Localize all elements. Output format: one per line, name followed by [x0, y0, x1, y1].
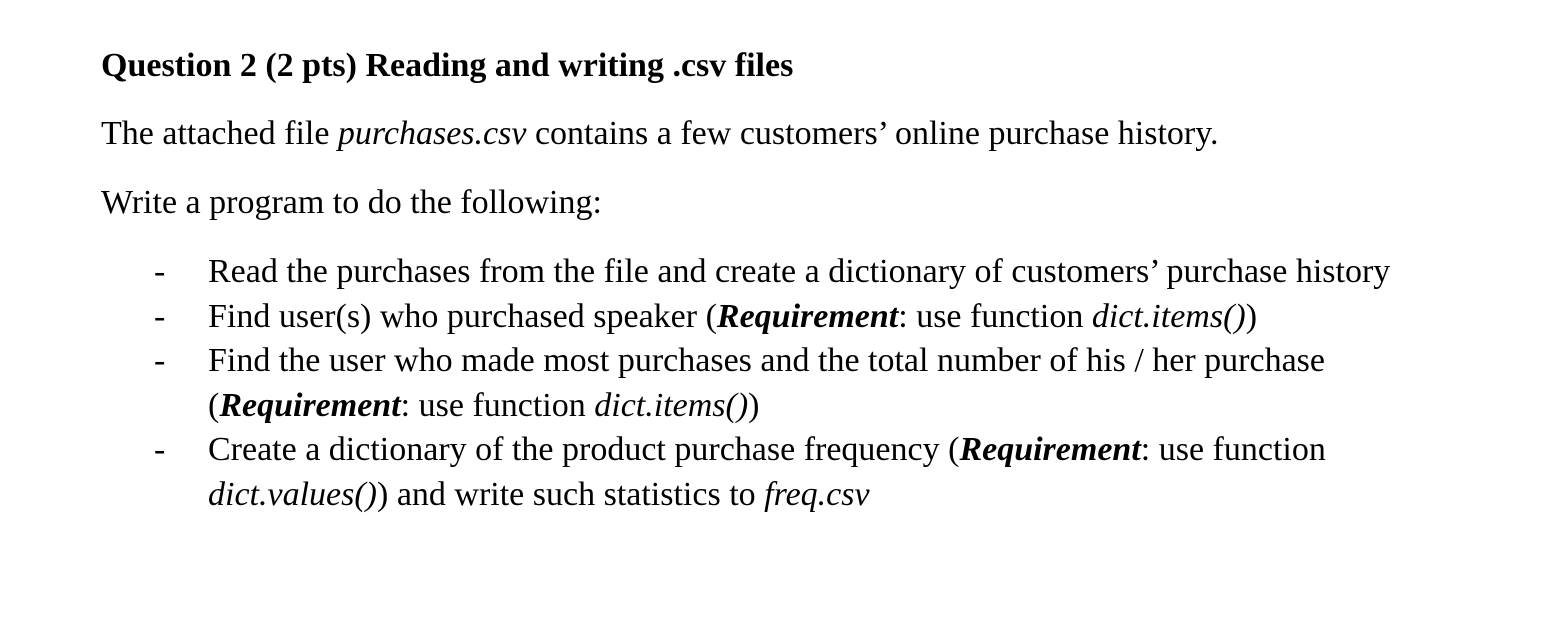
- list-item: [101, 295, 1541, 340]
- item-text-mid: : use function: [400, 386, 595, 424]
- item-text-after: ): [748, 386, 760, 424]
- intro-text-before: The attached file: [101, 115, 338, 152]
- item-text: Read the purchases from the file and create a dictionary of customers’ purchase history: [208, 253, 1391, 290]
- task-prompt: Write a program to do the following:: [101, 184, 602, 221]
- function-name: dict.items(): [1091, 297, 1246, 335]
- requirement-label: Requirement: [716, 297, 899, 335]
- item-text-before: Find user(s) who purchased speaker (: [208, 297, 717, 335]
- item-text: Find the user who made most purchases and the total number of his / her purchase: [208, 342, 1326, 379]
- bullet-dash: -: [154, 253, 166, 290]
- item-open-paren: (: [208, 386, 220, 424]
- item-text-after: ): [1245, 297, 1258, 335]
- item-text-before: Create a dictionary of the product purchase frequency (: [208, 431, 960, 468]
- output-filename: freq.csv: [764, 475, 870, 513]
- list-item: [101, 250, 1541, 295]
- function-name: dict.items(): [594, 386, 749, 424]
- list-item: [101, 428, 1541, 517]
- item-text-mid: : use function: [1140, 431, 1326, 468]
- requirement-label: Requirement: [959, 431, 1141, 468]
- question-heading: Question 2 (2 pts) Reading and writing .csv files: [101, 47, 794, 84]
- bullet-dash: -: [154, 297, 166, 335]
- function-name: dict.values(): [208, 475, 377, 513]
- item-text-after: ) and write such statistics to: [377, 475, 765, 513]
- list-item: [101, 339, 1541, 428]
- intro-filename: purchases.csv: [337, 115, 527, 152]
- requirement-label: Requirement: [219, 386, 401, 424]
- intro-text-after: contains a few customers’ online purchase history.: [526, 115, 1219, 152]
- item-text-mid: : use function: [898, 297, 1092, 335]
- intro-paragraph: [101, 112, 1219, 156]
- bullet-dash: -: [154, 431, 166, 468]
- bullet-dash: -: [154, 342, 166, 379]
- task-list: [101, 250, 1541, 517]
